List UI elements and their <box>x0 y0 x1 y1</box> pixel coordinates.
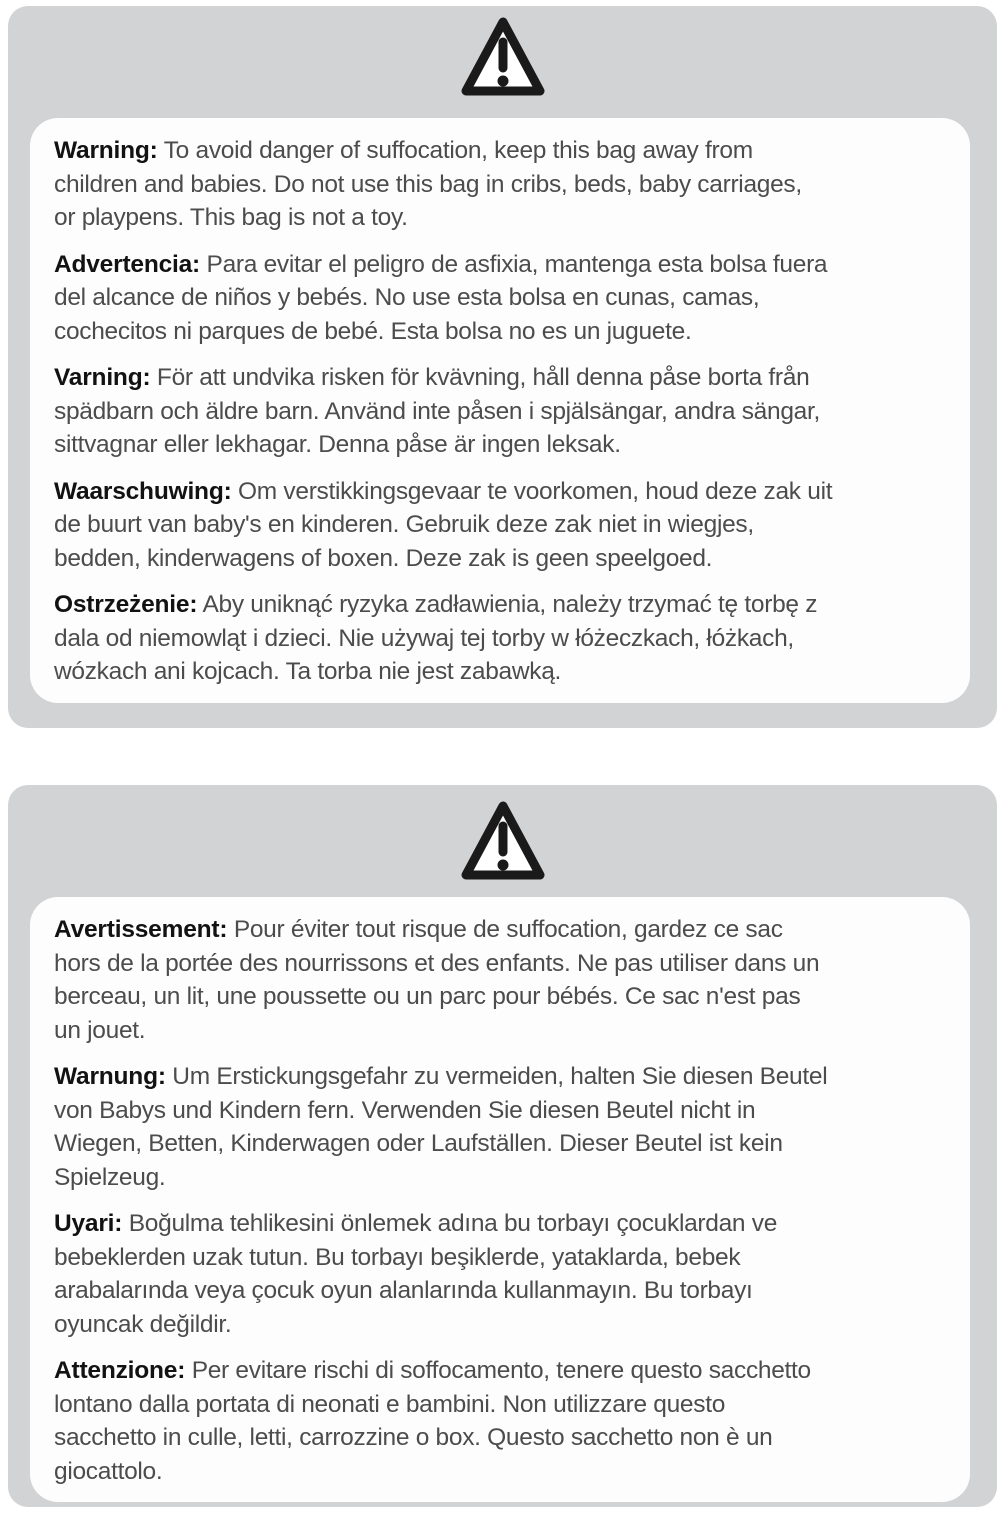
language-label: Warning: <box>54 137 158 164</box>
warning-paragraph: Advertencia: Para evitar el peligro de asfixia, mantenga esta bolsa fuera del alcance de niños y bebés. No use esta bolsa en cunas, camas, cochecitos ni parques de bebé. Esta bolsa no es un juguete. <box>54 250 828 345</box>
warning-block-top <box>8 6 997 728</box>
language-label: Warnung: <box>54 1063 166 1090</box>
warning-triangle-icon <box>459 15 547 99</box>
warning-triangle-icon <box>459 15 547 99</box>
warning-text-panel <box>30 897 970 1502</box>
warning-triangle-icon <box>459 799 547 883</box>
language-label: Uyari: <box>54 1210 123 1237</box>
warning-paragraph: Waarschuwing: Om verstikkingsgevaar te voorkomen, houd deze zak uit de buurt van baby's en kinderen. Gebruik deze zak niet in wiegjes, bedden, kinderwagens of boxen. Deze zak is geen speelgoed. <box>54 477 833 572</box>
language-label: Advertencia: <box>54 250 201 278</box>
warning-text-panel <box>30 118 970 703</box>
warning-paragraph: Uyari: Boğulma tehlikesini önlemek adına bu torbayı çocuklardan ve bebeklerden uzak tutun. Bu torbayı beşiklerde, yataklarda, bebek arabalarında veya çocuk oyun alanlarında kullanmayın. Bu torbayı oyuncak değildir. <box>54 1210 778 1338</box>
warning-paragraph: Varning: För att undvika risken för kvävning, håll denna påse borta från spädbarn och äldre barn. Använd inte påsen i spjälsängar, andra sängar, sittvagnar eller lekhagar. Denna påse är ingen leksak. <box>54 364 820 458</box>
warning-paragraph: Attenzione: Per evitare rischi di soffocamento, tenere questo sacchetto lontano dalla portata di neonati e bambini. Non utilizzare questo sacchetto in culle, letti, carrozzine o box. Questo sacchetto non è un giocattolo. <box>54 1357 811 1485</box>
warning-paragraph: Warnung: Um Erstickungsgefahr zu vermeiden, halten Sie diesen Beutel von Babys und Kindern fern. Verwenden Sie diesen Beutel nicht in Wiegen, Betten, Kinderwagen oder Laufställen. Dieser Beutel ist kein Spielzeug. <box>54 1063 828 1191</box>
warning-paragraph: Warning: To avoid danger of suffocation, keep this bag away from children and babies. Do not use this bag in cribs, beds, baby carriages, or playpens. This bag is not a toy. <box>54 137 802 231</box>
warning-block-bottom <box>8 785 997 1507</box>
language-label: Ostrzeżenie: <box>54 591 198 618</box>
language-label: Varning: <box>54 364 151 391</box>
language-label: Avertissement: <box>54 916 228 943</box>
warning-paragraph: Avertissement: Pour éviter tout risque de suffocation, gardez ce sac hors de la portée des nourrissons et des enfants. Ne pas utiliser dans un berceau, un lit, une poussette ou un parc pour bébés. Ce sac n'est pas un jouet. <box>54 916 820 1044</box>
language-label: Attenzione: <box>54 1357 186 1384</box>
warning-paragraph: Ostrzeżenie: Aby uniknąć ryzyka zadławienia, należy trzymać tę torbę z dala od niemowląt i dzieci. Nie używaj tej torby w łóżeczkach, łóżkach, wózkach ani kojcach. Ta torba nie jest zabawką. <box>54 591 818 685</box>
language-label: Waarschuwing: <box>54 477 232 505</box>
warning-triangle-icon <box>459 799 547 883</box>
